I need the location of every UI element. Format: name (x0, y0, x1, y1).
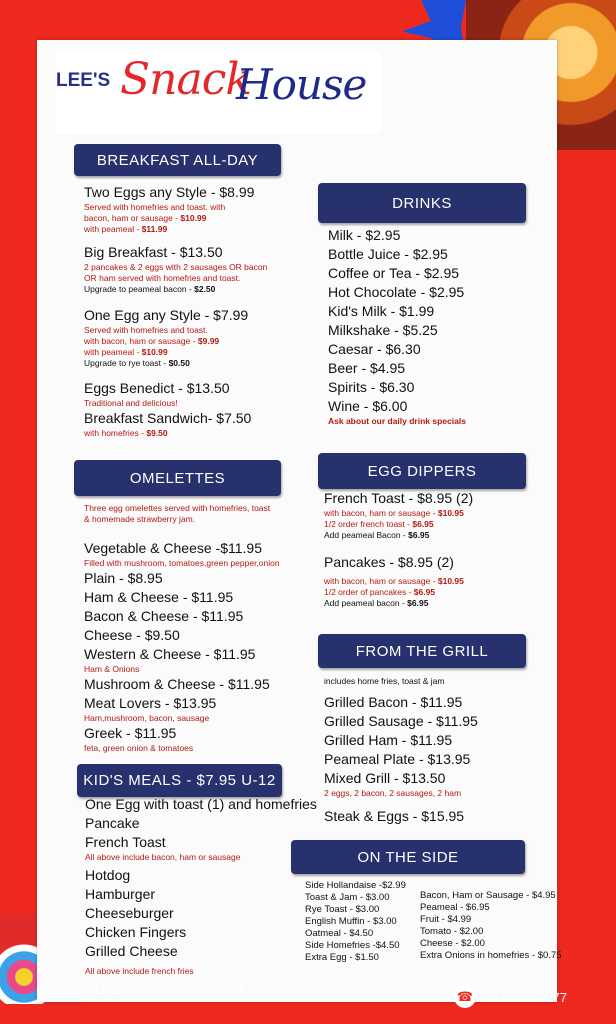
kids-banner: KID'S MEALS - $7.95 U-12 (77, 764, 282, 797)
omelette-item: Cheese - $9.50 (84, 627, 180, 643)
kids-item: Hotdog (85, 867, 131, 883)
side-item: Side Homefries -$4.50 (305, 940, 400, 951)
grill-item: Peameal Plate - $13.95 (324, 751, 471, 767)
omelette-item: Western & Cheese - $11.95 (84, 646, 256, 662)
item-note: Served with homefries and toast. (84, 325, 208, 335)
drinks-note: Ask about our daily drink specials (328, 416, 466, 426)
side-left-list (305, 880, 406, 964)
item-note: with peameal - $10.99 (84, 347, 168, 357)
kids-item: French Toast (85, 834, 166, 850)
side-item: Oatmeal - $4.50 (305, 928, 374, 939)
drink-item: Caesar - $6.30 (328, 341, 421, 357)
kids-item: Pancake (85, 815, 140, 831)
side-item: English Muffin - $3.00 (305, 916, 397, 927)
phone-number: 519-344-2777 (486, 989, 567, 1005)
phone-contact[interactable] (454, 986, 567, 1008)
logo-house: House (236, 60, 367, 109)
side-item: Extra Onions in homefries - $0.75 (420, 950, 562, 961)
item-note: with homefries - $9.50 (84, 428, 168, 438)
side-item: Toast & Jam - $3.00 (305, 892, 390, 903)
side-item: Extra Egg - $1.50 (305, 952, 379, 963)
side-banner: ON THE SIDE (291, 840, 525, 874)
kids-item: Hamburger (85, 886, 156, 902)
omelette-item: Vegetable & Cheese -$11.95 (84, 540, 262, 556)
item-note: Upgrade to rye toast - $0.50 (84, 358, 190, 368)
side-item: Peameal - $6.95 (420, 902, 490, 913)
item-note: Served with homefries and toast. with (84, 202, 226, 212)
item-note: 2 eggs, 2 bacon, 2 sausages, 2 ham (324, 788, 462, 798)
kids-section (85, 795, 317, 977)
omelettes-intro: Three egg omelettes served with homefries, toast (84, 503, 271, 513)
item-note: with peameal - $11.99 (84, 224, 168, 234)
kids-item: Grilled Cheese (85, 943, 178, 959)
grill-item: Mixed Grill - $13.50 (324, 770, 446, 786)
side-item: Fruit - $4.99 (420, 914, 472, 925)
side-item: Side Hollandaise -$2.99 (305, 880, 406, 891)
side-item: Cheese - $2.00 (420, 938, 485, 949)
side-item: Tomato - $2.00 (420, 926, 484, 937)
menu-item: Two Eggs any Style - $8.99 (84, 184, 255, 200)
drink-item: Wine - $6.00 (328, 398, 408, 414)
camscanner-watermark: Scanned with CamScanner (38, 980, 245, 999)
kids-note: All above include french fries (85, 966, 194, 976)
kids-note: All above include bacon, ham or sausage (85, 852, 241, 862)
menu-item: Breakfast Sandwich- $7.50 (84, 410, 252, 426)
omelette-item: Bacon & Cheese - $11.95 (84, 608, 244, 624)
egg-dippers-section (324, 489, 473, 609)
dipper-item: French Toast - $8.95 (2) (324, 490, 474, 506)
item-note: Filled with mushroom, tomatoes,green pepper,onion (84, 558, 280, 568)
drink-item: Coffee or Tea - $2.95 (328, 265, 460, 281)
grill-item: Steak & Eggs - $15.95 (324, 808, 465, 824)
omelettes-section (84, 503, 280, 754)
grill-section (324, 676, 478, 826)
logo-snack: Snack (120, 54, 252, 105)
item-note: Add peameal Bacon - $6.95 (324, 530, 430, 540)
item-note: 2 pancakes & 2 eggs with 2 sausages OR bacon (84, 262, 268, 272)
drink-item: Hot Chocolate - $2.95 (328, 284, 465, 300)
drinks-banner: DRINKS (318, 183, 526, 223)
omelettes-intro: & homemade strawberry jam. (84, 514, 196, 524)
grill-note: includes home fries, toast & jam (324, 676, 445, 686)
side-right-list (420, 890, 562, 962)
omelette-item: Ham & Cheese - $11.95 (84, 589, 234, 605)
dipper-item: Pancakes - $8.95 (2) (324, 554, 454, 570)
item-note: 1/2 order french toast - $6.95 (324, 519, 434, 529)
item-note: feta, green onion & tomatoes (84, 743, 194, 753)
item-note: bacon, ham or sausage - $10.99 (84, 213, 207, 223)
omelette-item: Greek - $11.95 (84, 725, 177, 741)
item-note: Upgrade to peameal bacon - $2.50 (84, 284, 216, 294)
omelettes-banner: OMELETTES (74, 460, 281, 496)
item-note: 1/2 order of pancakes - $6.95 (324, 587, 436, 597)
restaurant-logo (56, 52, 381, 134)
item-note: Ham,mushroom, bacon, sausage (84, 713, 210, 723)
breakfast-section (84, 183, 267, 439)
grill-banner: FROM THE GRILL (318, 634, 526, 668)
kids-item: Cheeseburger (85, 905, 174, 921)
omelette-item: Mushroom & Cheese - $11.95 (84, 676, 270, 692)
drink-item: Kid's Milk - $1.99 (328, 303, 435, 319)
omelette-item: Meat Lovers - $13.95 (84, 695, 217, 711)
menu-item: Big Breakfast - $13.50 (84, 244, 223, 260)
drink-item: Milkshake - $5.25 (328, 322, 438, 338)
grill-item: Grilled Bacon - $11.95 (324, 694, 463, 710)
item-note: with bacon, ham or sausage - $9.99 (84, 336, 220, 346)
kids-item: One Egg with toast (1) and homefries (85, 796, 317, 812)
item-note: with bacon, ham or sausage - $10.95 (324, 508, 464, 518)
side-item: Rye Toast - $3.00 (305, 904, 380, 915)
drink-item: Spirits - $6.30 (328, 379, 415, 395)
grill-item: Grilled Ham - $11.95 (324, 732, 453, 748)
item-note: OR ham served with homefries and toast. (84, 273, 241, 283)
drink-item: Milk - $2.95 (328, 227, 401, 243)
omelette-item: Plain - $8.95 (84, 570, 163, 586)
grill-item: Grilled Sausage - $11.95 (324, 713, 478, 729)
drinks-section (328, 226, 466, 427)
item-note: Traditional and delicious! (84, 398, 178, 408)
item-note: Ham & Onions (84, 664, 140, 674)
item-note: with bacon, ham or sausage - $10.95 (324, 576, 464, 586)
egg-dippers-banner: EGG DIPPERS (318, 453, 526, 489)
phone-icon: ☎ (454, 986, 476, 1008)
drink-item: Bottle Juice - $2.95 (328, 246, 448, 262)
menu-item: One Egg any Style - $7.99 (84, 307, 249, 323)
item-note: Add peameal bacon - $6.95 (324, 598, 429, 608)
logo-lees: LEE'S (56, 70, 111, 91)
breakfast-banner: BREAKFAST ALL-DAY (74, 144, 281, 176)
menu-item: Eggs Benedict - $13.50 (84, 380, 230, 396)
drink-item: Beer - $4.95 (328, 360, 406, 376)
kids-item: Chicken Fingers (85, 924, 187, 940)
side-item: Bacon, Ham or Sausage - $4.95 (420, 890, 556, 901)
